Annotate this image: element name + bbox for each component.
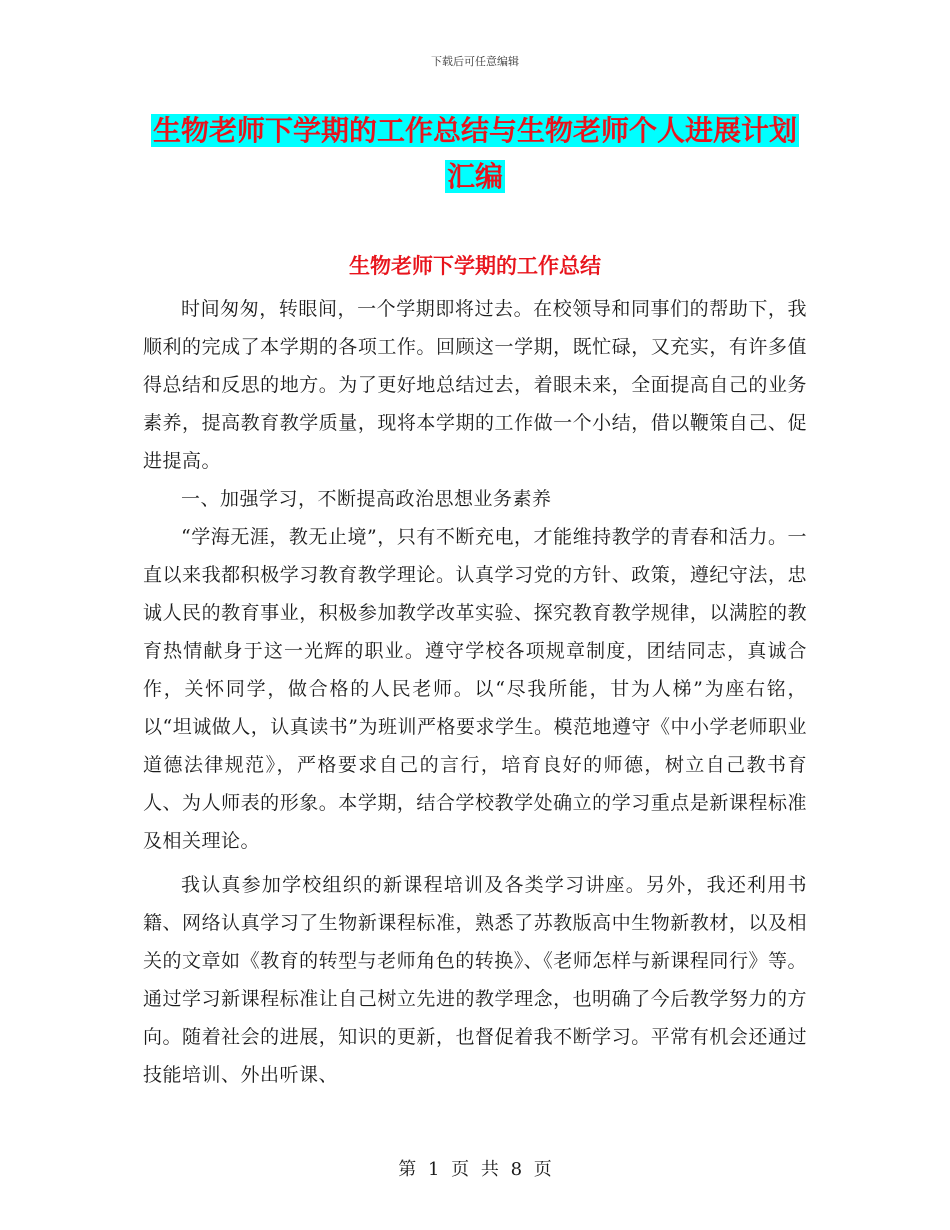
section-title: 生物老师下学期的工作总结 xyxy=(349,254,601,278)
document-title xyxy=(150,108,800,200)
document-title-line2: 汇编 xyxy=(446,160,503,193)
header-note: 下载后可任意编辑 xyxy=(431,55,519,68)
paragraph-training: 我认真参加学校组织的新课程培训及各类学习讲座。另外，我还利用书籍、网络认真学习了生物新课程标准，熟悉了苏教版高中生物新教材，以及相关的文章如《教育的转型与老师角色的转换》、《老师怎样与新课程同行》等。通过学习新课程标准让自己树立先进的教学理念，也明确了今后教学努力的方向。随着社会的进展，知识的更新，也督促着我不断学习。平常有机会还通过技能培训、外出听课、 xyxy=(143,874,807,1086)
document-title-line1: 生物老师下学期的工作总结与生物老师个人进展计划 xyxy=(152,114,797,147)
paragraph-study: “学海无涯，教无止境”，只有不断充电，才能维持教学的青春和活力。一直以来我都积极学习教育教学理论。认真学习党的方针、政策，遵纪守法，忠诚人民的教育事业，积极参加教学改革实验、探究教育教学规律，以满腔的教育热情献身于这一光辉的职业。遵守学校各项规章制度，团结同志，真诚合作，关怀同学，做合格的人民老师。以“尽我所能，甘为人梯”为座右铭，以“坦诚做人，认真读书”为班训严格要求学生。模范地遵守《中小学老师职业道德法律规范》，严格要求自己的言行，培育良好的师德，树立自己教书育人、为人师表的形象。本学期，结合学校教学处确立的学习重点是新课程标准及相关理论。 xyxy=(143,526,807,852)
paragraph-intro: 时间匆匆，转眼间，一个学期即将过去。在校领导和同事们的帮助下，我顺利的完成了本学期的各项工作。回顾这一学期，既忙碌，又充实，有许多值得总结和反思的地方。为了更好地总结过去，着眼未来，全面提高自己的业务素养，提高教育教学质量，现将本学期的工作做一个小结，借以鞭策自己、促进提高。 xyxy=(143,298,807,472)
page-footer: 第 1 页 共 8 页 xyxy=(398,1159,552,1180)
document-body xyxy=(143,290,807,1094)
paragraph-heading-1: 一、加强学习，不断提高政治思想业务素养 xyxy=(181,488,552,510)
